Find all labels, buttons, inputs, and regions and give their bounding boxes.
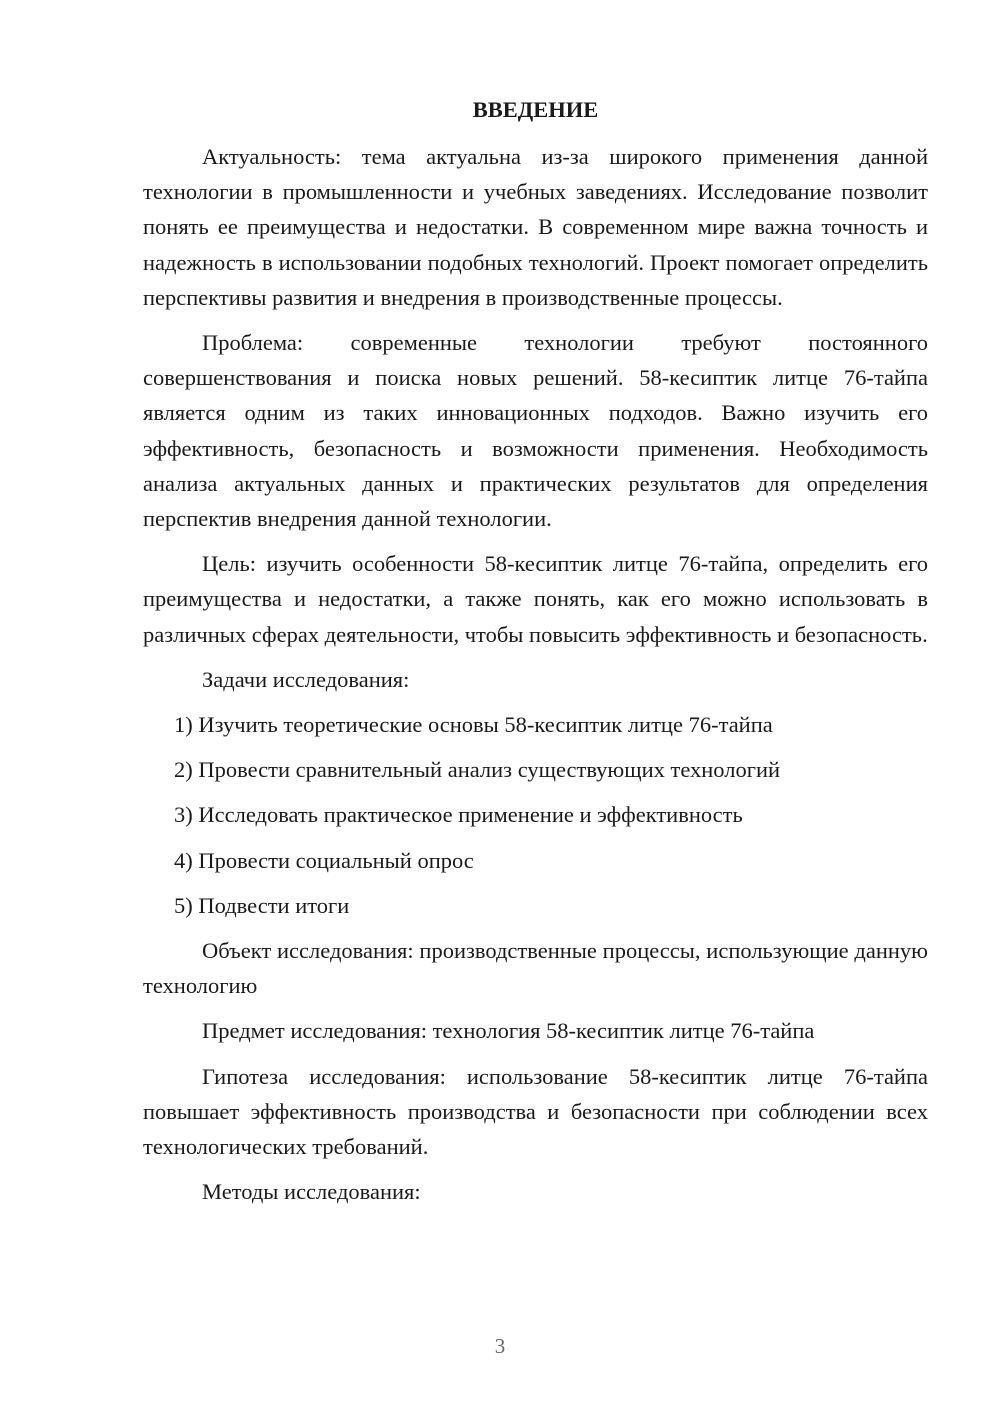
list-item: 4) Провести социальный опрос: [174, 847, 474, 873]
list-item: 2) Провести сравнительный анализ существующих технологий: [174, 757, 781, 783]
list-item: 5) Подвести итоги: [174, 892, 350, 918]
document-page: [143, 92, 928, 1219]
list-item: 1) Изучить теоретические основы 58-кесиптик литце 76-тайпа: [174, 712, 773, 738]
paragraph-hypothesis: Гипотеза исследования: использование 58-кесиптик литце 76-тайпа повышает эффективность производства и безопасности при соблюдении всех технологических требований.: [143, 1063, 928, 1160]
tasks-list: [143, 707, 928, 923]
page-title: ВВЕДЕНИЕ: [472, 97, 599, 122]
page-number: 3: [494, 1334, 506, 1358]
paragraph-problem: Проблема: современные технологии требуют постоянного совершенствования и поиска новых решений. 58-кесиптик литце 76-тайпа является одним из таких инновационных подходов. Важно изучить его эффективность, безопасность и возможности применения. Необходимость анализа актуальных данных и практических результатов для определения перспектив внедрения данной технологии.: [143, 330, 928, 532]
paragraph-goal: Цель: изучить особенности 58-кесиптик литце 76-тайпа, определить его преимущества и недостатки, а также понять, как его можно использовать в различных сферах деятельности, чтобы повысить эффективность и безопасность.: [143, 551, 928, 647]
paragraph-object: Объект исследования: производственные процессы, использующие данную технологию: [143, 938, 928, 999]
paragraph-relevance: Актуальность: тема актуальна из-за широкого применения данной технологии в промышленности и учебных заведениях. Исследование позволит понять ее преимущества и недостатки. В современном мире важна точность и надежность в использовании подобных технологий. Проект помогает определить перспективы развития и внедрения в производственные процессы.: [143, 144, 928, 310]
paragraph-subject: Предмет исследования: технология 58-кесиптик литце 76-тайпа: [202, 1018, 815, 1044]
tasks-heading: Задачи исследования:: [202, 666, 410, 692]
list-item: 3) Исследовать практическое применение и эффективность: [174, 802, 743, 828]
methods-heading: Методы исследования:: [202, 1179, 421, 1205]
